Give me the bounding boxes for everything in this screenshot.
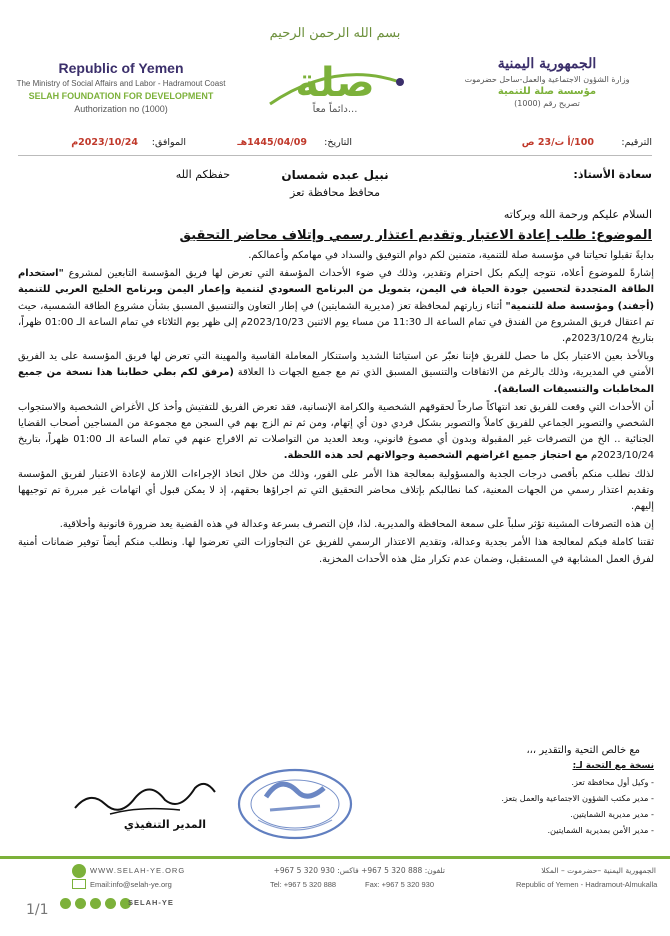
footer-divider <box>0 856 670 859</box>
english-letterhead <box>16 60 226 114</box>
footer-phone-ar: تلفون: 888 320 5 967+ فاكس: 930 320 5 967+ <box>273 866 445 875</box>
english-ministry: The Ministry of Social Affairs and Labor - Hadramout Coast <box>16 79 226 88</box>
footer-fax-en: Fax: +967 5 320 930 <box>365 880 435 889</box>
closing-line: مع خالص التحية والتقدير ،،، <box>526 745 640 756</box>
ref-label: الترقيم: <box>621 137 652 148</box>
arabic-foundation: مؤسسة صلة للتنمية <box>497 86 597 97</box>
cc-item: - مدير مديرية الشمايتين. <box>570 809 654 819</box>
paragraph-protest <box>18 349 654 398</box>
english-country: Republic of Yemen <box>58 60 184 76</box>
arabic-ministry: وزارة الشؤون الاجتماعية والعمل-ساحل حضرموت <box>464 75 630 84</box>
paragraph-reputation: إن هذه التصرفات المشينة تؤثر سلباً على سمعة المحافظة والمديرية. لذا، فإن التصرف بسرعة وعدالة في هذه القضية يعد ضرورة قانونية وأخلاقية. <box>59 519 654 531</box>
english-foundation: SELAH FOUNDATION FOR DEVELOPMENT <box>28 91 214 101</box>
recipient-position: محافظ محافظة تعز <box>290 186 380 199</box>
greeting: السلام عليكم ورحمة الله وبركاته <box>503 208 652 221</box>
cc-item: - وكيل أول محافظة تعز. <box>571 777 654 787</box>
reference-bar <box>18 137 652 151</box>
subject-line: الموضوع: طلب إعادة الاعتبار وتقديم اعتذار رسمي وإتلاف محاضر التحقيق <box>179 228 652 243</box>
agree-label: الموافق: <box>151 137 186 148</box>
paragraph-context <box>18 266 654 347</box>
blessing: حفظكم الله <box>175 168 230 181</box>
cc-item: - مدير مكتب الشؤون الاجتماعية والعمل بتعز. <box>501 793 654 803</box>
paragraph-violations-text: أن الأحداث التي وقعت للفريق تعد انتهاكاً صارخاً لحقوقهم الشخصية والكرامة الإنسانية، فقد تعرض الفريق للتفتيش وأخذ كل الأغراض الشخصية والاستجواب الشخصي والتصوير الجماعي للفريق كاملاً والتصوير بشكل فردي دون أي إتهام، ومن ثم تم الزج بهم في السجن مع مجموعة من المساجين أصحاب القضايا الجنائية .. الخ من التصرفات غير المقبولة وبدون أي مصوغ قانوني، وبعد العديد من التواصلات تم الافراج عنهم في تمام الساعة الـ 01:00 ظهراً، بتاريخ 2023/10/24م <box>18 401 654 462</box>
gregorian-date: 2023/10/24م <box>71 137 138 148</box>
paragraph-context-end: أثناء زيارتهم لمحافظة تعز (مديرية الشمايتين) في إطار التعاون والتنسيق المسبق بشأن مشروع الطاقة الشمسية، حيث تم اعتقال فريق المشروع من الفندق في تمام الساعة الـ 11:30 من مساء يوم الاثنين 2023/10/23م إلى ظهر يوم الثلاثاء في تمام الساعة الـ 01:00 ظهراً، بتاريخ 2023/10/24م. <box>18 300 654 345</box>
youtube-icon[interactable] <box>105 898 116 909</box>
belongings-note: مع احتجاز جميع اغراضهم الشخصية وجوالاتهم لحد هذه اللحظة. <box>283 450 588 462</box>
recipient-name: نبيل عبده شمسان <box>281 168 389 182</box>
english-authorization: Authorization no (1000) <box>74 104 168 114</box>
letter-body <box>18 248 654 570</box>
social-icons <box>60 898 131 909</box>
paragraph-trust: ثقتنا كاملة فيكم لمعالجة هذا الأمر بجدية وعدالة، وتقديم الاعتذار الرسمي للفريق عن التجاوزات التي تعرضوا لها. ونطلب منكم أيضاً توفير ضمانات أمنية لفرق العمل المشابهة في المستقبل، وضمان عدم تكرار مثل هذه الأحداث المخزية. <box>18 537 654 565</box>
paragraph-demands: لذلك نطلب منكم بأقصى درجات الجدية والمسؤولية بمعالجة هذا الأمر على الفور، وذلك من خلال اتخاذ الإجراءات اللازمة لإعادة الاعتبار لفريق المؤسسة وتقديم اعتذار رسمي من الجهات المعنية، كما نطالبكم بإتلاف محاضر التحقيق التي تم اجراؤها بحقهم، إذ لا يمكن قبول أي اتهامات غير مبررة تم توجيهها إليهم. <box>18 468 654 513</box>
footer-address-en: Republic of Yemen - Hadramout-Almukalla <box>516 880 658 889</box>
instagram-icon[interactable] <box>90 898 101 909</box>
hijri-date: 1445/04/09هـ <box>237 137 307 148</box>
project-name: "استخدام الطاقة المتجددة لتحسين جودة الحياة في اليمن، بتمويل من البرنامج السعودي لتنمية وإعمار اليمن وبرنامج الخليج العربي للتنمية (أجفند) ومؤسسة صلة للتنمية" <box>18 268 654 312</box>
cc-item: - مدير الأمن بمديرية الشمايتين. <box>547 825 654 835</box>
email-icon <box>72 879 86 889</box>
twitter-icon[interactable] <box>75 898 86 909</box>
organization-stamp <box>236 762 354 842</box>
footer-address-ar: الجمهورية اليمنية –حضرموت – المكلا <box>541 866 656 875</box>
ref-value: 100/أ ت/23 ص <box>521 137 594 148</box>
footer-tel-en: Tel: +967 5 320 888 <box>270 880 337 889</box>
paragraph-protest-text: وبالأخذ بعين الاعتبار بكل ما حصل للفريق فإننا نعبّر عن استيائنا الشديد واستنكار المعاملة القاسية والمهينة التي تعرض لها فريق المؤسسة على يد الفريق الأمني في المديرية، وذلك بالرغم من الاتفاقات والتنسيق المسبق الذي تم مع جميع الجهات ذا العلاقة <box>18 351 654 379</box>
cc-list <box>430 758 654 838</box>
paragraph-context-start: إشارةً للموضوع أعلاه، نتوجه إليكم بكل احترام وتقدير، وذلك في ضوء الأحداث المؤسفة التي تعرض لها فريق المؤسسة التابعين لمشروع <box>63 268 654 280</box>
handwritten-signature <box>70 770 220 820</box>
footer-website[interactable]: WWW.SELAH-YE.ORG <box>90 866 186 875</box>
basmala: بسم الله الرحمن الرحيم <box>269 26 401 41</box>
header-divider <box>18 155 652 156</box>
signatory-title: المدير التنفيذي <box>123 818 207 831</box>
arabic-authorization: تصريح رقم (1000) <box>514 99 580 108</box>
arabic-country: الجمهورية اليمنية <box>497 56 597 72</box>
web-icon <box>72 864 86 878</box>
facebook-icon[interactable] <box>60 898 71 909</box>
date-label: التاريخ: <box>324 137 352 148</box>
paragraph-intro: بدايةً تقبلوا تحياتنا في مؤسسة صلة للتنمية، متمنين لكم دوام التوفيق والسداد في مهامكم وأعمالكم. <box>248 250 654 261</box>
logo-slogan: دائماً معاً... <box>312 104 358 115</box>
footer-email[interactable]: Email:info@selah-ye.org <box>90 880 172 889</box>
social-handle: SELAH-YE <box>128 898 174 907</box>
arabic-letterhead <box>440 56 654 108</box>
paragraph-violations <box>18 400 654 465</box>
cc-title: نسخة مع التحية لـ: <box>572 761 654 771</box>
salutation-label: سعادة الأستاذ: <box>573 168 652 181</box>
attachment-note: (مرفق لكم بطي خطابنا هذا نسخة من جميع المخاطبات والتنسيقات السابقة). <box>18 367 654 395</box>
logo-wordmark: صلة <box>295 60 375 106</box>
page-number: 1/1 <box>26 902 49 918</box>
